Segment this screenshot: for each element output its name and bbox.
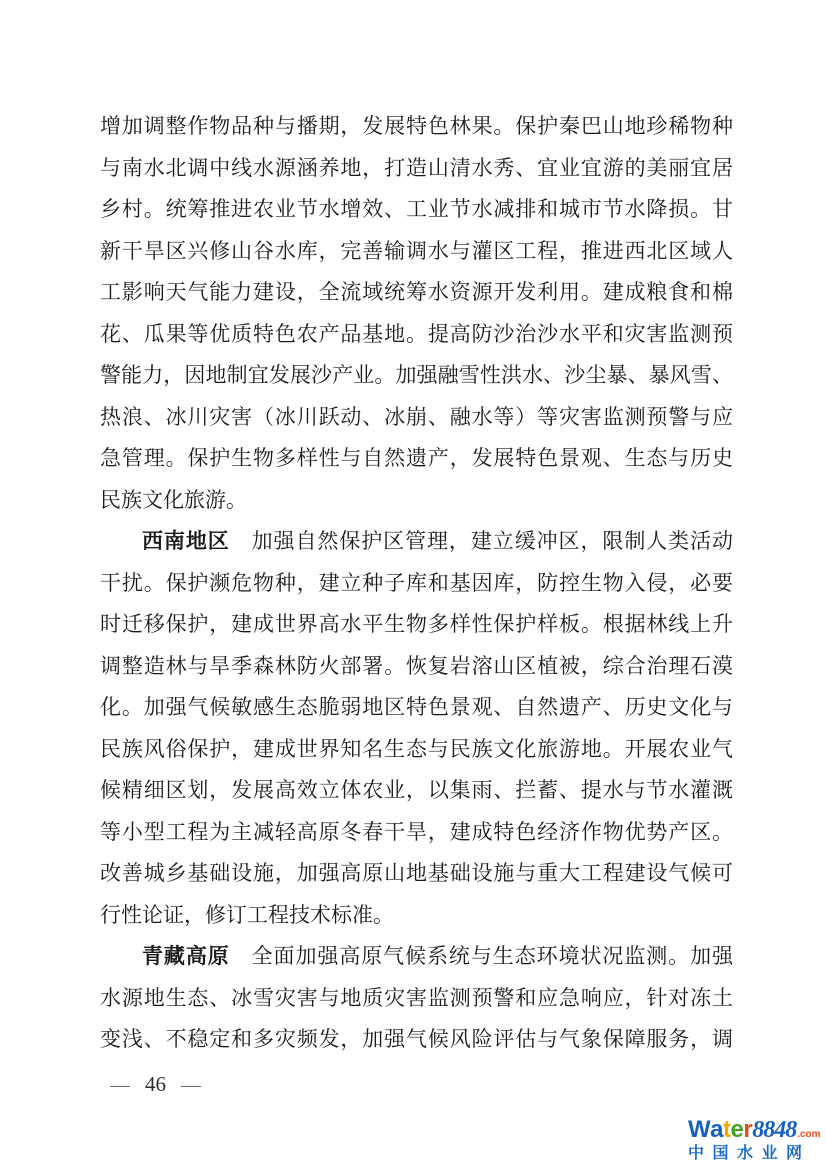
- document-body: [100, 106, 733, 1061]
- text-line: 热浪、冰川灾害（冰川跃动、冰崩、融水等）等灾害监测预警与应: [100, 404, 733, 429]
- page-number-value: 46: [145, 1072, 166, 1096]
- line-text: 加强自然保护区管理，建立缓冲区，限制人类活动: [250, 529, 734, 553]
- logo-number: 8848: [752, 1117, 797, 1143]
- text-line: 行性论证，修订工程技术标准。: [100, 902, 394, 927]
- section-heading-qinghai-tibet: 青藏高原: [142, 945, 230, 968]
- logo-letter-a: a: [710, 1116, 724, 1143]
- logo-letter-e: e: [730, 1116, 744, 1143]
- logo-letter-r: r: [743, 1116, 753, 1143]
- text-line: 化。加强气候敏感生态脆弱地区特色景观、自然遗产、历史文化与: [100, 695, 733, 719]
- text-line: 民族风俗保护，建成世界知名生态与民族文化旅游地。开展农业气: [100, 736, 733, 761]
- text-line: 民族文化旅游。: [100, 487, 247, 512]
- section-heading-southwest: 西南地区: [142, 530, 230, 553]
- logo-letter-t: t: [723, 1116, 731, 1143]
- text-line: [100, 936, 733, 978]
- text-line: 候精细区划，发展高效立体农业，以集雨、拦蓄、提水与节水灌溉: [100, 778, 733, 802]
- text-line: 变浅、不稳定和多灾频发，加强气候风险评估与气象保障服务，调: [100, 1027, 733, 1051]
- logo-tagline: 中国水业网: [688, 1145, 811, 1162]
- page-number: [110, 1072, 201, 1097]
- text-line: 等小型工程为主减轻高原冬春干旱，建成特色经济作物优势产区。: [100, 819, 733, 844]
- text-line: 干扰。保护濒危物种，建立种子库和基因库，防控生物入侵，必要: [100, 570, 733, 595]
- water8848-wordmark: [688, 1116, 821, 1143]
- page-number-left-dash: —: [110, 1074, 130, 1096]
- text-line: 时迁移保护，建成世界高水平生物多样性保护样板。根据林线上升: [100, 612, 733, 636]
- text-line: 与南水北调中线水源涵养地，打造山清水秀、宜业宜游的美丽宜居: [100, 155, 733, 180]
- text-line: 调整造林与旱季森林防火部署。恢复岩溶山区植被，综合治理石漠: [100, 653, 733, 678]
- text-line: 乡村。统筹推进农业节水增效、工业节水减排和城市节水降损。甘: [100, 197, 733, 221]
- text-line: 改善城乡基础设施，加强高原山地基础设施与重大工程建设气候可: [100, 861, 733, 885]
- text-line: 警能力，因地制宜发展沙产业。加强融雪性洪水、沙尘暴、暴风雪、: [100, 363, 733, 387]
- text-line: 花、瓜果等优质特色农产品基地。提高防沙治沙水平和灾害监测预: [100, 321, 733, 346]
- text-line: 水源地生态、冰雪灾害与地质灾害监测预警和应急响应，针对冻土: [100, 985, 733, 1010]
- text-line: [100, 521, 733, 563]
- text-line: 增加调整作物品种与播期，发展特色林果。保护秦巴山地珍稀物种: [100, 114, 733, 138]
- logo-tld: .com: [797, 1129, 821, 1140]
- text-line: 工影响天气能力建设，全流域统筹水资源开发利用。建成粮食和棉: [100, 280, 733, 304]
- text-line: 急管理。保护生物多样性与自然遗产，发展特色景观、生态与历史: [100, 446, 733, 470]
- water8848-logo[interactable]: [688, 1116, 821, 1162]
- line-text: 全面加强高原气候系统与生态环境状况监测。加强: [250, 944, 734, 968]
- page-number-right-dash: —: [181, 1074, 201, 1096]
- logo-letter-w: W: [688, 1116, 711, 1143]
- text-line: 新干旱区兴修山谷水库，完善输调水与灌区工程，推进西北区域人: [100, 238, 733, 263]
